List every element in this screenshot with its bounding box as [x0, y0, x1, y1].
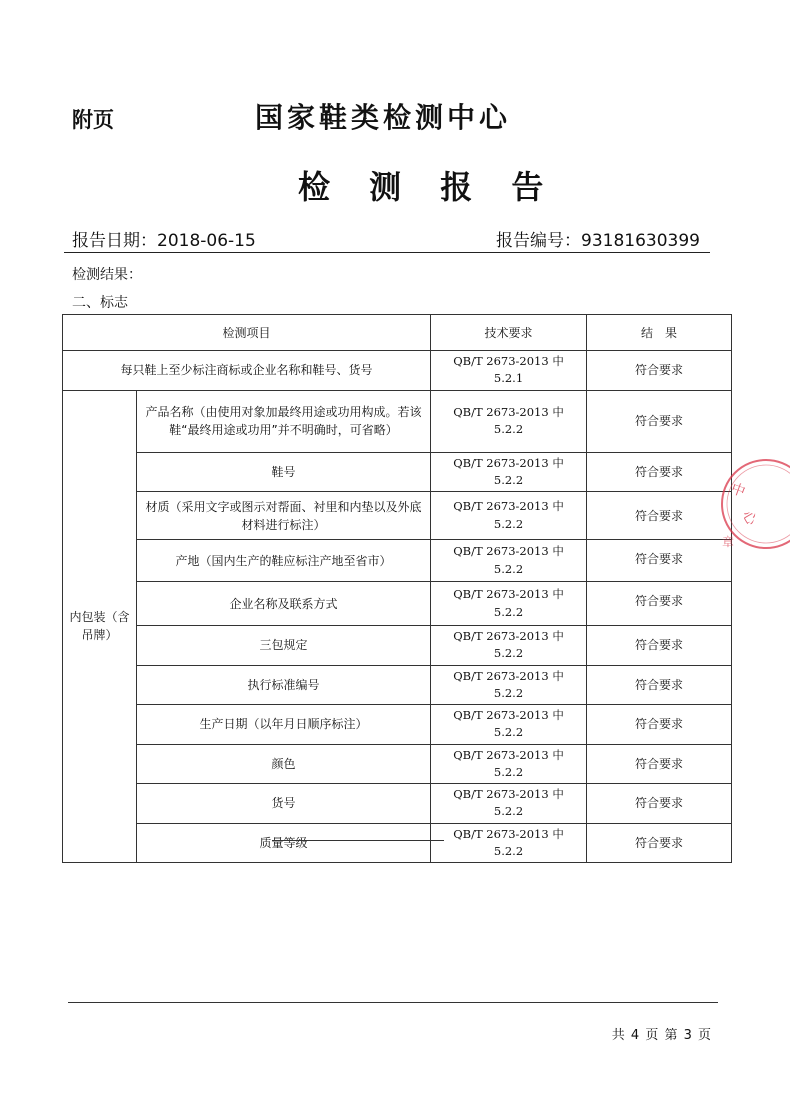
standard-cell: QB/T 2673-2013 中 5.2.2	[431, 626, 587, 666]
item-cell: 鞋号	[137, 452, 431, 492]
item-cell: 执行标准编号	[137, 665, 431, 705]
report-date: 报告日期：2018-06-15	[72, 231, 256, 251]
table-row	[63, 665, 732, 705]
table-row	[63, 540, 732, 582]
footer-divider	[68, 1002, 718, 1003]
page-number: 共 4 页 第 3 页	[611, 1028, 712, 1043]
item-cell: 材质（采用文字或图示对帮面、衬里和内垫以及外底材料进行标注）	[137, 492, 431, 540]
table-row	[63, 390, 732, 452]
item-cell: 颜色	[137, 744, 431, 784]
item-cell: 产地（国内生产的鞋应标注产地至省市）	[137, 540, 431, 582]
result-cell: 符合要求	[587, 452, 732, 492]
item-cell: 货号	[137, 784, 431, 824]
result-cell: 符合要求	[587, 784, 732, 824]
table-row	[63, 351, 732, 391]
report-title: 检 测 报 告	[298, 168, 558, 206]
standard-cell: QB/T 2673-2013 中 5.2.2	[431, 540, 587, 582]
table-row	[63, 784, 732, 824]
item-cell: 每只鞋上至少标注商标或企业名称和鞋号、货号	[63, 351, 431, 391]
standard-cell: QB/T 2673-2013 中 5.2.2	[431, 705, 587, 745]
table-header-row	[63, 315, 732, 351]
item-cell: 企业名称及联系方式	[137, 582, 431, 626]
inspection-table	[62, 314, 735, 863]
result-cell: 符合要求	[587, 540, 732, 582]
result-cell: 符合要求	[587, 665, 732, 705]
section-label: 二、标志	[72, 295, 128, 311]
result-cell: 符合要求	[587, 351, 732, 391]
standard-cell: QB/T 2673-2013 中 5.2.2	[431, 784, 587, 824]
item-cell: 产品名称（由使用对象加最终用途或功用构成。若该鞋“最终用途或功用”并不明确时，可省略）	[137, 390, 431, 452]
header-cell-standard: 技术要求	[431, 315, 587, 351]
standard-cell: QB/T 2673-2013 中 5.2.1	[431, 351, 587, 391]
table-row	[63, 744, 732, 784]
item-cell: 质量等级	[137, 823, 431, 863]
item-cell: 生产日期（以年月日顺序标注）	[137, 705, 431, 745]
header-cell-item: 检测项目	[63, 315, 431, 351]
table-row	[63, 582, 732, 626]
standard-cell: QB/T 2673-2013 中 5.2.2	[431, 665, 587, 705]
table-row	[63, 626, 732, 666]
report-number: 报告编号：93181630399	[496, 231, 700, 251]
svg-text:章: 章	[722, 535, 735, 549]
header-cell-result: 结 果	[587, 315, 732, 351]
result-cell: 符合要求	[587, 492, 732, 540]
standard-cell: QB/T 2673-2013 中 5.2.2	[431, 744, 587, 784]
group-label-cell: 内包装（含吊牌）	[63, 390, 137, 863]
standard-cell: QB/T 2673-2013 中 5.2.2	[431, 582, 587, 626]
standard-cell: QB/T 2673-2013 中 5.2.2	[431, 452, 587, 492]
svg-text:中: 中	[728, 480, 748, 501]
result-cell: 符合要求	[587, 390, 732, 452]
result-cell: 符合要求	[587, 626, 732, 666]
item-cell: 三包规定	[137, 626, 431, 666]
svg-text:心: 心	[738, 508, 760, 529]
result-cell: 符合要求	[587, 705, 732, 745]
center-name: 国家鞋类检测中心	[255, 101, 512, 134]
standard-cell: QB/T 2673-2013 中 5.2.2	[431, 492, 587, 540]
header-divider	[64, 252, 710, 253]
standard-cell: QB/T 2673-2013 中 5.2.2	[431, 823, 587, 863]
result-cell: 符合要求	[587, 744, 732, 784]
table-row	[63, 705, 732, 745]
signature-line	[272, 840, 444, 841]
official-seal-icon	[708, 456, 790, 556]
table-row	[63, 823, 732, 863]
standard-cell: QB/T 2673-2013 中 5.2.2	[431, 390, 587, 452]
appendix-label: 附页	[72, 108, 114, 132]
result-cell: 符合要求	[587, 582, 732, 626]
results-label: 检测结果：	[72, 267, 142, 283]
result-cell: 符合要求	[587, 823, 732, 863]
table-row	[63, 492, 732, 540]
table-row	[63, 452, 732, 492]
